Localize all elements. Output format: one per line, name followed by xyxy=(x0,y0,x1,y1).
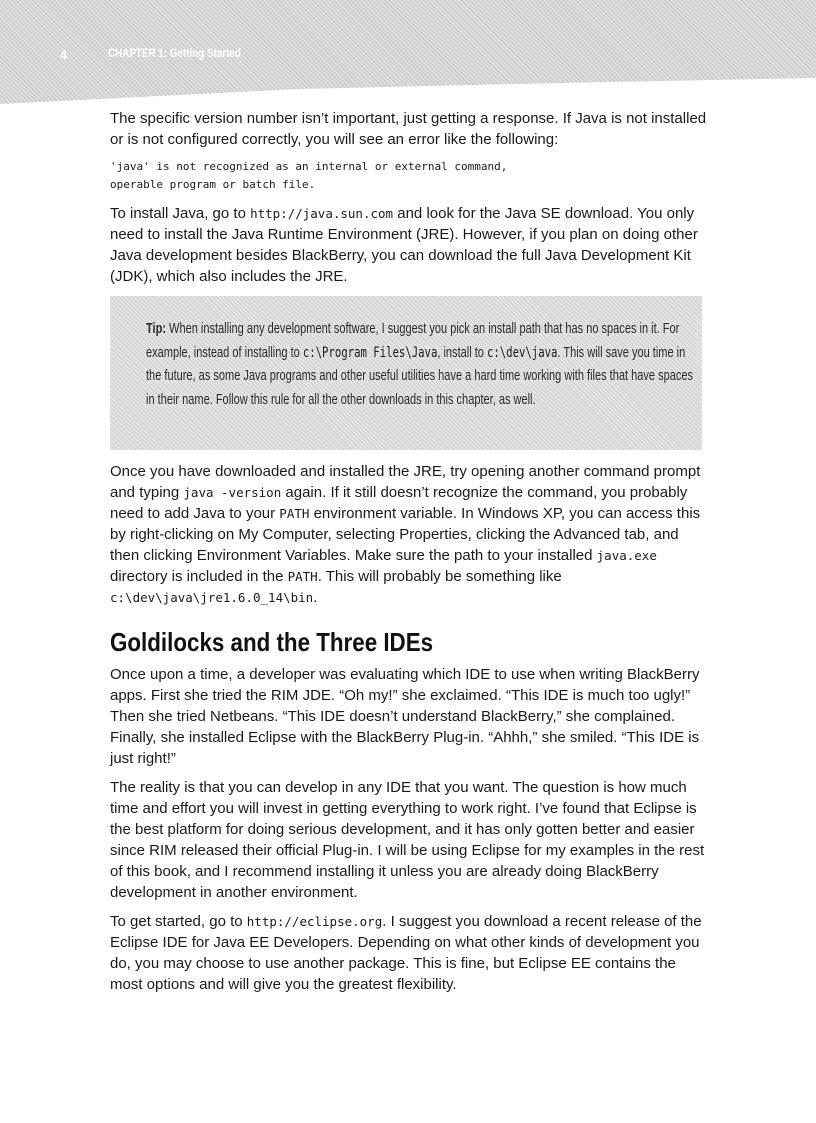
text-run: environment variable. In Windows XP, you can access this by right-clicking on My Computer, selecting Properties, clicking the Advanced tab, and then clicking Environment Variables. Make sure the path to your installed xyxy=(110,505,701,564)
chapter-title: CHAPTER 1: Getting Started xyxy=(108,46,241,60)
inline-code: java -version xyxy=(183,485,282,500)
jre-path-paragraph xyxy=(110,461,710,608)
tip-box xyxy=(110,296,702,450)
text-run: again. If it still doesn’t recognize the command, you probably need to add Java to your xyxy=(110,484,688,522)
text-run: . This will save you time in the future, as some Java programs and other useful utilities have a hard time working with files that have spaces in their name. Follow this rule for all the other downloads in this chapter, as well. xyxy=(146,344,693,408)
page-number: 4 xyxy=(60,47,68,62)
section-heading: Goldilocks and the Three IDEs xyxy=(110,627,434,657)
java-url: http://java.sun.com xyxy=(250,206,394,221)
text-run: . This will probably be something like xyxy=(317,568,562,585)
goldilocks-paragraph: Once upon a time, a developer was evaluating which IDE to use when writing BlackBerry apps. First she tried the RIM JDE. “Oh my!” she exclaimed. “This IDE is much too ugly!” Then she tried Netbeans. “This IDE doesn’t understand BlackBerry,” she complained. Finally, she installed Eclipse with the BlackBerry Plug-in. “Ahhh,” she smiled. “This IDE is just right!” xyxy=(110,666,700,767)
text-run: , install to xyxy=(437,344,487,361)
text-run: directory is included in the xyxy=(110,568,288,585)
text-run: . xyxy=(313,589,318,606)
text-run: When installing any development software, I suggest you pick an install path that has no spaces in it. For example, instead of installing to xyxy=(146,321,680,361)
inline-code: java.exe xyxy=(596,548,657,563)
inline-code: PATH xyxy=(287,569,318,584)
reality-paragraph: The reality is that you can develop in any IDE that you want. The question is how much time and effort you will invest in getting everything to work right. I’ve found that Eclipse is the best platform for doing serious development, and it has only gotten better and easier since RIM released their official Plug-in. I will be using Eclipse for my examples in the rest of this book, and I recommend installing it unless you are already doing BlackBerry development in another environment. xyxy=(110,779,705,901)
tip-label: Tip: xyxy=(146,321,166,337)
eclipse-url: http://eclipse.org xyxy=(246,914,383,929)
main-section xyxy=(110,461,710,1003)
inline-code: PATH xyxy=(279,506,310,521)
text-run: To install Java, go to xyxy=(110,205,251,222)
code-path: c:\Program Files\Java xyxy=(302,344,438,361)
text-run: . I suggest you download a recent release of the Eclipse IDE for Java EE Developers. Depending on what other kinds of development you do, you may choose to use another package. This is fine, but Eclipse EE contains the most options and will give you the greatest flexibility. xyxy=(110,913,702,993)
error-code-block: 'java' is not recognized as an internal or external command, operable program or batch file. xyxy=(110,160,508,191)
text-run: To get started, go to xyxy=(110,913,247,930)
tip-text xyxy=(146,318,701,412)
install-java-paragraph xyxy=(110,203,710,287)
intro-paragraph: The specific version number isn’t important, just getting a response. If Java is not installed or is not configured correctly, you will see an error like the following: xyxy=(110,110,707,148)
text-run: and look for the Java SE download. You only need to install the Java Runtime Environment (JRE). However, if you plan on doing other Java development besides BlackBerry, you can download the full Java Development Kit (JDK), which also includes the JRE. xyxy=(110,205,698,285)
get-started-paragraph xyxy=(110,911,710,995)
inline-code: c:\dev\java\jre1.6.0_14\bin xyxy=(110,590,314,605)
code-path: c:\dev\java xyxy=(486,344,558,361)
intro-section xyxy=(110,108,710,295)
text-run: Once you have downloaded and installed the JRE, try opening another command prompt and typing xyxy=(110,463,701,501)
